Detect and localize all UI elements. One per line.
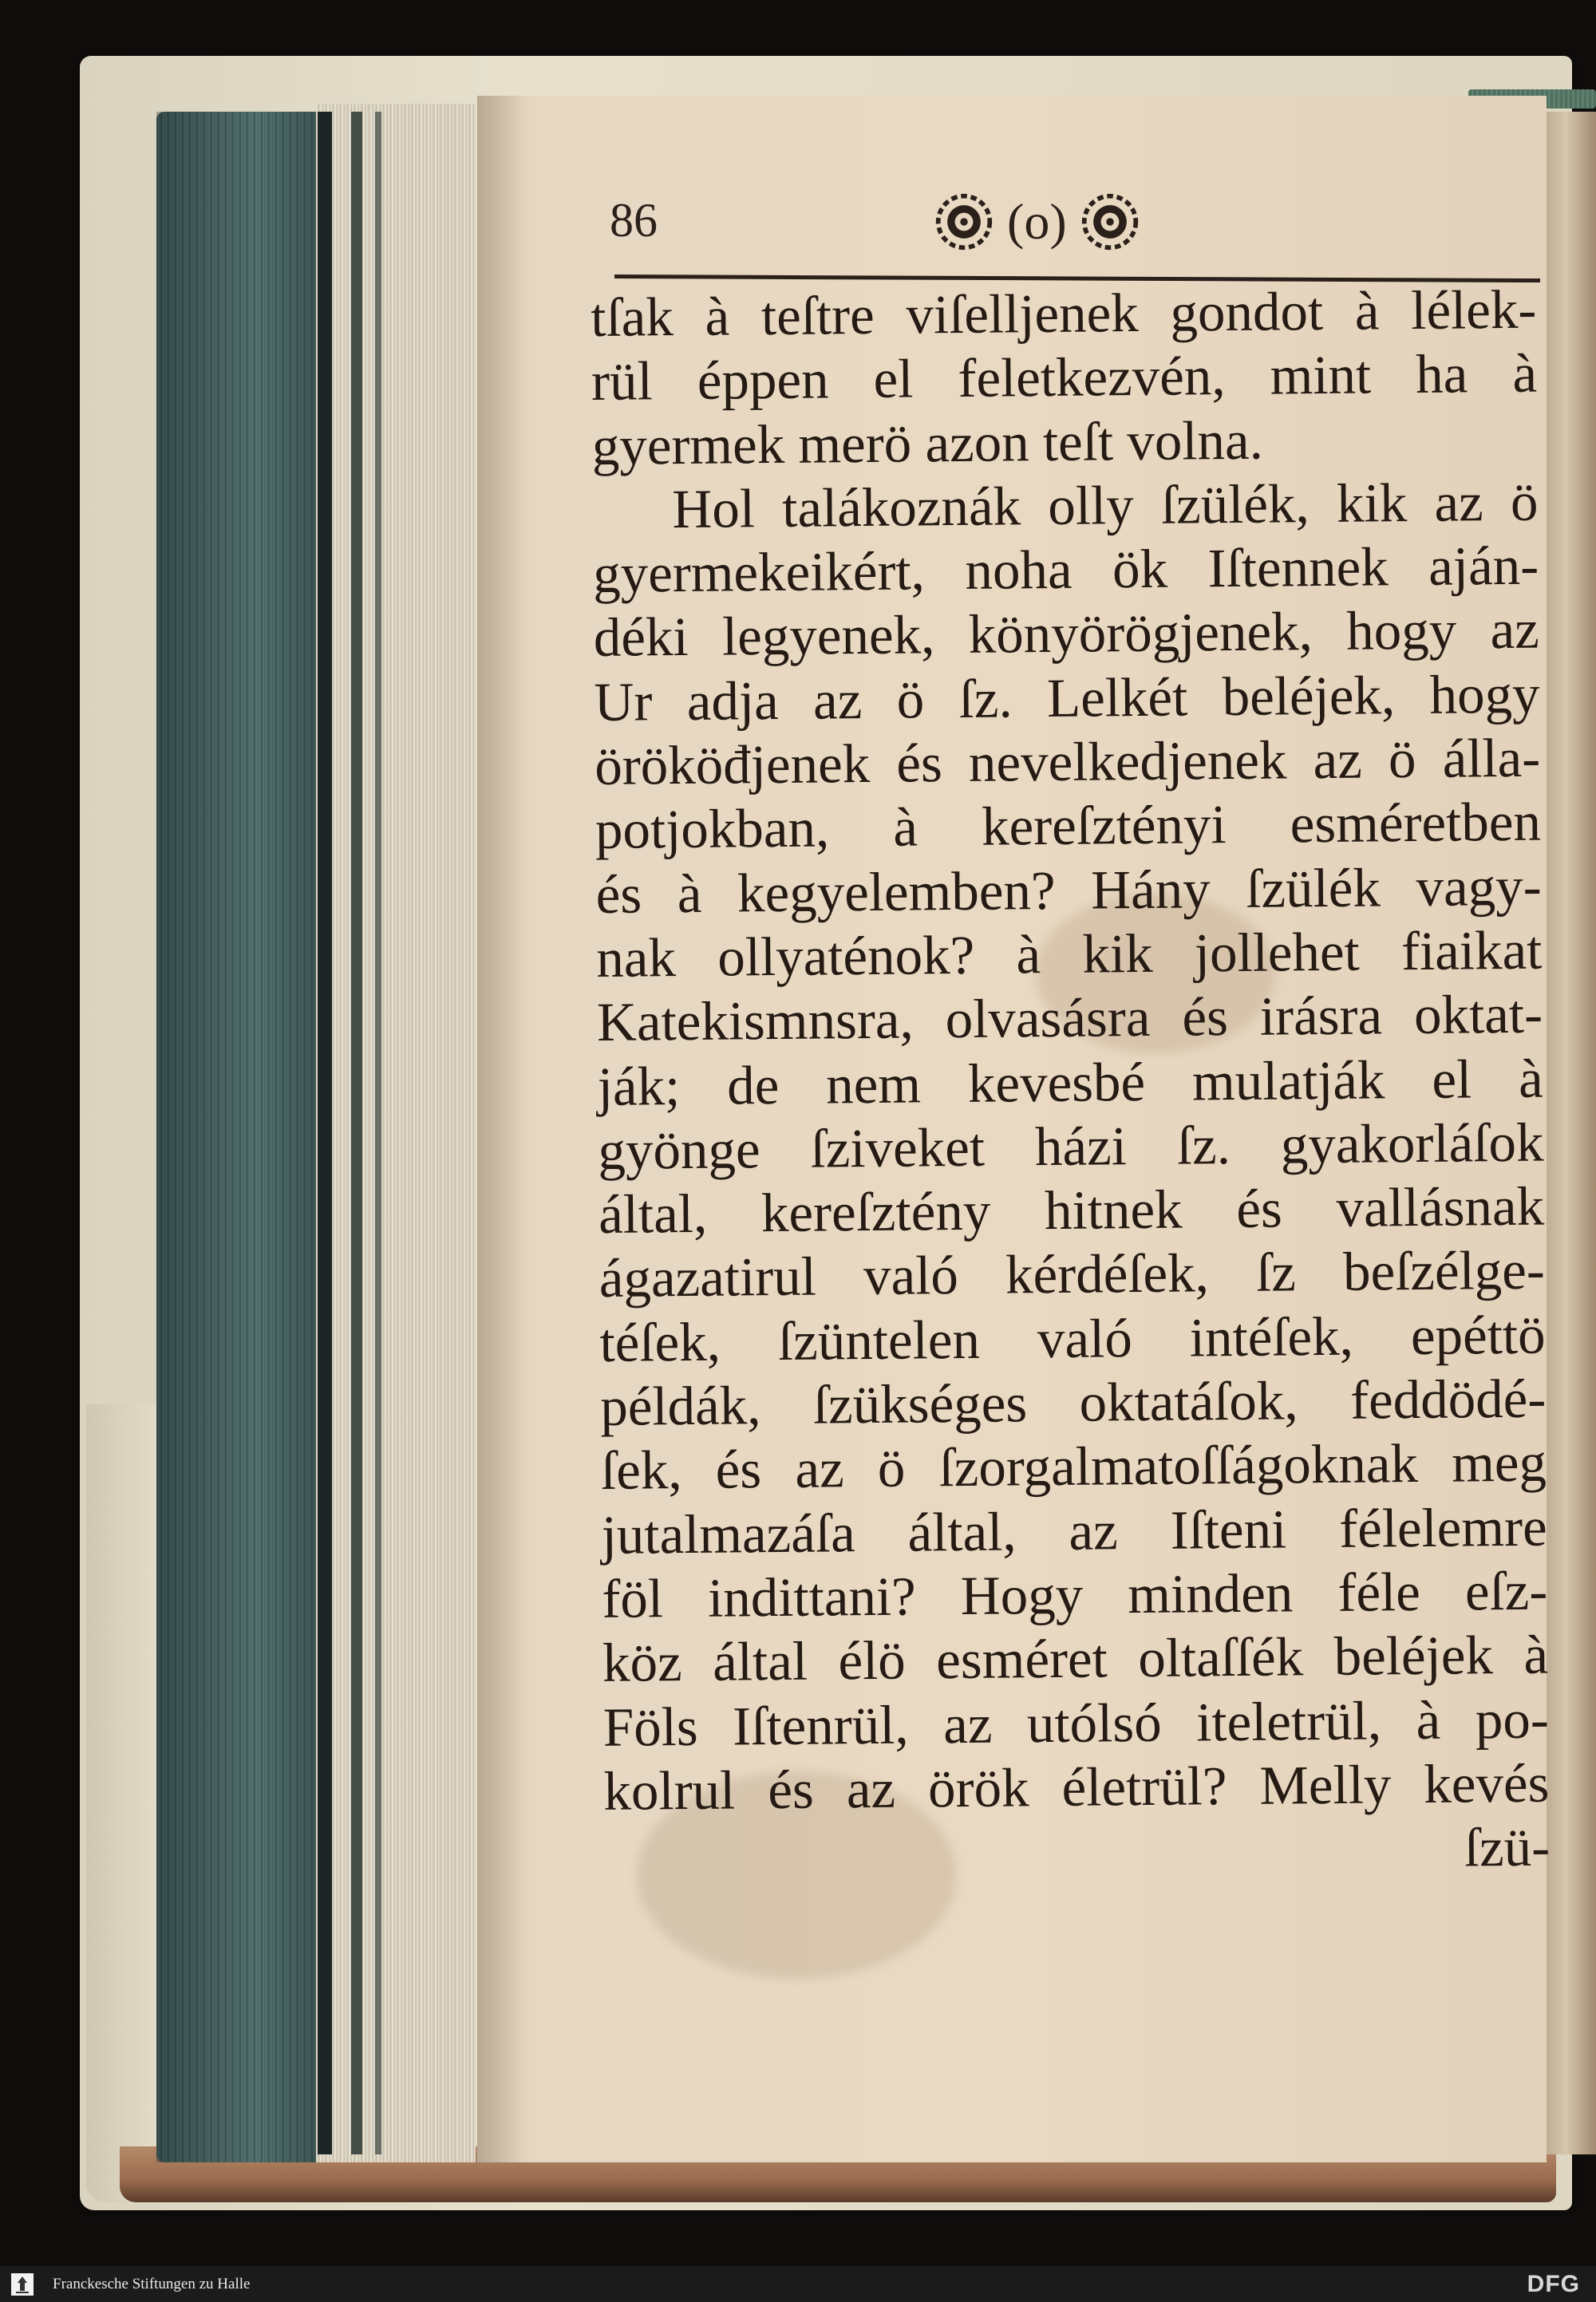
text-line: és à kegyelemben? Hány ſzülék vagy- <box>595 855 1542 925</box>
text-line: Hol talákoznák olly ſzülék, kik az ö <box>672 471 1539 540</box>
page-stack-shadow <box>351 112 362 2154</box>
header-ornament <box>934 192 1140 252</box>
page-number: 86 <box>610 194 658 247</box>
text-line: által, kereſztény hitnek és vallásnak <box>598 1175 1545 1246</box>
text-line: Föls Iſtenrül, az utólsó iteletrül, à po- <box>602 1688 1550 1758</box>
catchword: ſzü- <box>1464 1816 1551 1878</box>
page-stack-shadow <box>318 112 332 2154</box>
rosette-icon <box>1080 192 1140 252</box>
institution-name: Franckesche Stiftungen zu Halle <box>53 2275 251 2292</box>
text-line: potjokban, à kereſztényi esméretben <box>595 792 1542 861</box>
text-line: példák, ſzükséges oktatáſok, feddödé- <box>599 1368 1547 1437</box>
text-line: ják; de nem kevesbé mulatják el à <box>597 1048 1544 1117</box>
text-line: Katekismnsra, olvasásra és irásra oktat- <box>596 983 1543 1053</box>
page-stack <box>316 104 476 2162</box>
text-line: gyermek merö azon teſt volna. <box>591 409 1264 476</box>
page-edge-block <box>156 112 324 2162</box>
text-line: Ur adja az ö ſz. Lelkét beléjek, hogy <box>594 663 1540 732</box>
text-line: rül éppen el feletkezvén, mint ha à <box>591 342 1538 413</box>
cover-flap <box>86 1404 158 2202</box>
rosette-icon <box>934 192 994 252</box>
body-text <box>591 278 1550 1888</box>
text-line: ſek, és az ö ſzorgalmatoſſágoknak meg <box>600 1431 1547 1502</box>
text-line: téſek, ſzüntelen való intéſek, epéttö <box>599 1304 1546 1373</box>
ornament-center: (o) <box>1007 193 1067 250</box>
text-line: örököđjenek és nevelkedjenek az ö álla- <box>594 727 1541 797</box>
text-line: déki legyenek, könyörögjenek, hogy az <box>593 599 1540 669</box>
dfg-logo: DFG <box>1527 2271 1580 2297</box>
text-line: gyönge ſziveket házi ſz. gyakorláſok <box>598 1112 1544 1181</box>
facing-page-edge <box>1547 112 1596 2154</box>
text-line: föl indittani? Hogy minden féle eſz- <box>602 1560 1548 1629</box>
text-line: nak ollyaténok? à kik jollehet fiaikat <box>596 919 1543 989</box>
institution-logo-icon <box>8 2270 37 2299</box>
text-line: jutalmazáſa által, az Iſteni félelemre <box>601 1496 1547 1566</box>
text-line: ágazatirul való kérdéſek, ſz beſzélge- <box>598 1240 1546 1309</box>
page-stack-shadow <box>375 112 381 2154</box>
text-line: gyermekeikért, noha ök Iſtennek aján- <box>592 535 1539 605</box>
text-line: köz által élö esméret oltaſſék beléjek à <box>602 1624 1549 1694</box>
footer-bar <box>0 2266 1596 2302</box>
text-line: tſak à teſtre viſelljenek gondot à lélek- <box>591 278 1537 348</box>
text-line: kolrul és az örök életrül? Melly kevés <box>603 1752 1550 1822</box>
